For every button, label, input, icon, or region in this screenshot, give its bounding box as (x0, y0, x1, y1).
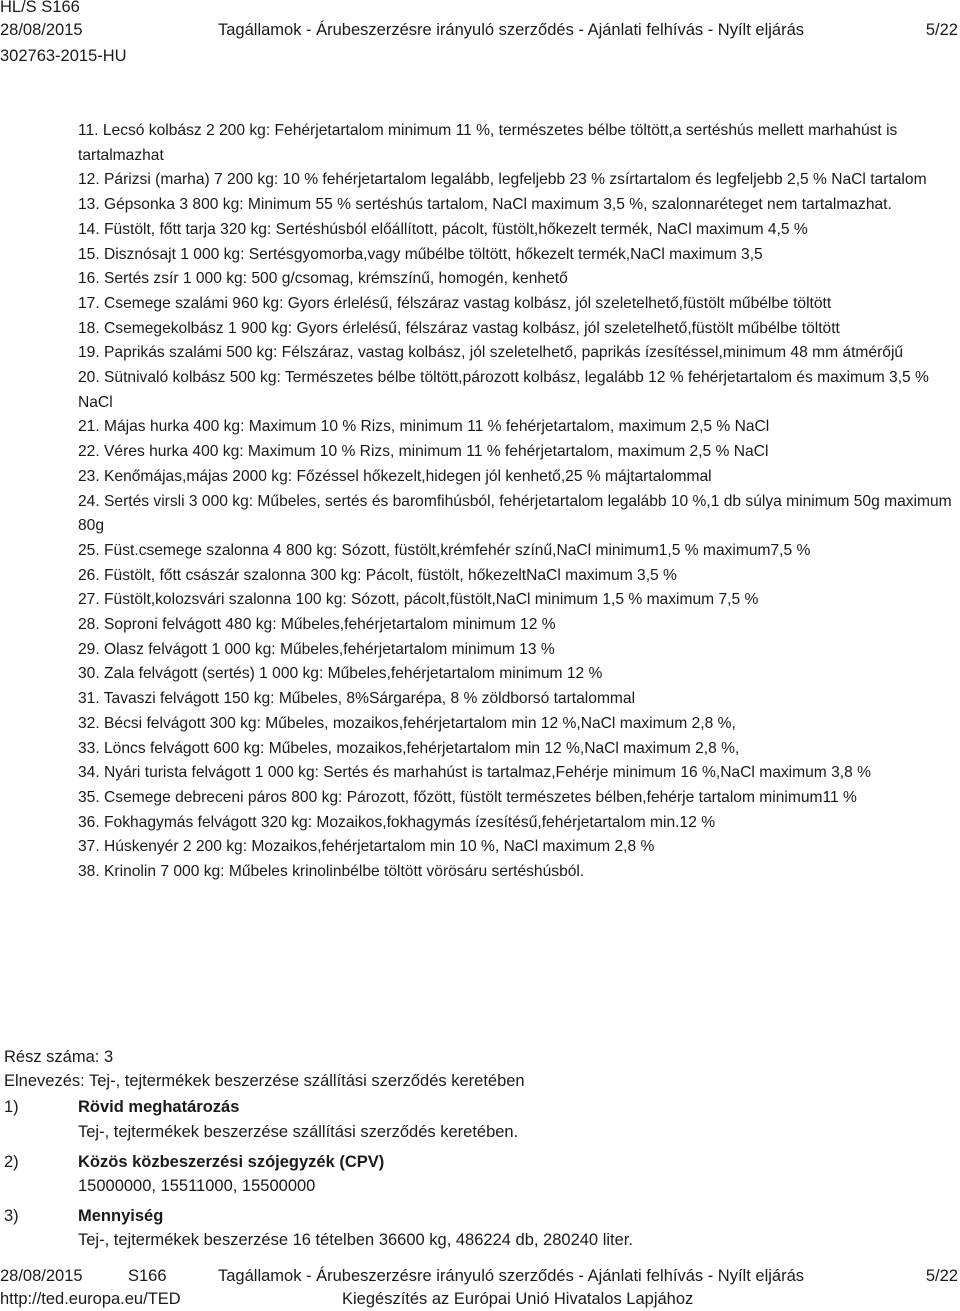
list-item: 28. Soproni felvágott 480 kg: Műbeles,fehérjetartalom minimum 12 % (78, 616, 556, 634)
list-item: 18. Csemegekolbász 1 900 kg: Gyors érlelésű, félszáraz vastag kolbász, jól szeletelhető,füstölt műbélbe töltött (78, 319, 840, 337)
section-title: Mennyiség (78, 1207, 164, 1225)
list-item: 33. Löncs felvágott 600 kg: Műbeles, mozaikos,fehérjetartalom min 12 %,NaCl maximum 2,8 %, (78, 739, 740, 757)
list-item: 30. Zala felvágott (sertés) 1 000 kg: Műbeles,fehérjetartalom minimum 12 % (78, 665, 603, 683)
list-item: 21. Májas hurka 400 kg: Maximum 10 % Rizs, minimum 11 % fehérjetartalom, maximum 2,5 % NaCl (78, 418, 770, 436)
section-number: 3) (4, 1207, 19, 1225)
list-item: 22. Véres hurka 400 kg: Maximum 10 % Rizs, minimum 11 % fehérjetartalom, maximum 2,5 % NaCl (78, 443, 769, 461)
section-body: Tej-, tejtermékek beszerzése 16 tételben 36600 kg, 486224 db, 280240 liter. (78, 1231, 633, 1249)
list-item: 27. Füstölt,kolozsvári szalonna 100 kg: Sózott, pácolt,füstölt,NaCl minimum 1,5 % maximum 7,5 % (78, 591, 759, 609)
section-title: Közös közbeszerzési szójegyzék (CPV) (78, 1153, 385, 1171)
list-item: 15. Disznósajt 1 000 kg: Sertésgyomorba,vagy műbélbe töltött, hőkezelt termék,NaCl maximum 3,5 (78, 245, 763, 263)
list-item: 34. Nyári turista felvágott 1 000 kg: Sertés és marhahúst is tartalmaz,Fehérje minimum 16 %,NaCl maximum 3,8 % (78, 764, 871, 782)
header-date: 28/08/2015 (0, 21, 83, 39)
list-item: 17. Csemege szalámi 960 kg: Gyors érlelésű, félszáraz vastag kolbász, jól szeletelhető,füstölt műbélbe töltött (78, 294, 832, 312)
footer-publisher: Kiegészítés az Európai Unió Hivatalos Lapjához (342, 1290, 694, 1308)
list-item: 13. Gépsonka 3 800 kg: Minimum 55 % sertéshús tartalom, NaCl maximum 3,5 %, szalonnaréteget nem tartalmazhat. (78, 196, 892, 214)
list-item: 32. Bécsi felvágott 300 kg: Műbeles, mozaikos,fehérjetartalom min 12 %,NaCl maximum 2,8 %, (78, 714, 736, 732)
item-list (78, 119, 958, 885)
section-title: Rövid meghatározás (78, 1098, 240, 1116)
list-item: 11. Lecsó kolbász 2 200 kg: Fehérjetartalom minimum 11 %, természetes bélbe töltött,a sertéshús mellett marhahúst is tartalmazhat (78, 122, 898, 164)
list-item: 14. Füstölt, főtt tarja 320 kg: Sertéshúsból előállított, pácolt, füstölt,hőkezelt termék, NaCl maximum 4,5 % (78, 220, 808, 238)
list-item: 26. Füstölt, főtt császár szalonna 300 kg: Pácolt, füstölt, hőkezeltNaCl maximum 3,5 % (78, 566, 677, 584)
list-item: 36. Fokhagymás felvágott 320 kg: Mozaikos,fokhagymás ízesítésű,fehérjetartalom min.12 % (78, 813, 716, 831)
list-item: 23. Kenőmájas,májas 2000 kg: Főzéssel hőkezelt,hidegen jól kenhető,25 % májtartalommal (78, 467, 712, 485)
header-ref: 302763-2015-HU (0, 47, 127, 65)
list-item: 20. Sütnivaló kolbász 500 kg: Természetes bélbe töltött,pározott kolbász, legalább 12 % fehérjetartalom és maximum 3,5 % NaCl (78, 369, 929, 411)
section-body: 15000000, 15511000, 15500000 (78, 1177, 316, 1195)
list-item: 29. Olasz felvágott 1 000 kg: Műbeles,fehérjetartalom minimum 13 % (78, 640, 555, 658)
section-body: Tej-, tejtermékek beszerzése szállítási szerződés keretében. (78, 1123, 519, 1141)
header-page: 5/22 (925, 21, 958, 39)
list-item: 24. Sertés virsli 3 000 kg: Műbeles, sertés és baromfihúsból, fehérjetartalom legalább 10 %,1 db súlya minimum 50g maximum 80g (78, 492, 952, 535)
list-item: 25. Füst.csemege szalonna 4 800 kg: Sózott, füstölt,krémfehér színű,NaCl minimum1,5 % maximum7,5 % (78, 541, 811, 559)
list-item: 16. Sertés zsír 1 000 kg: 500 g/csomag, krémszínű, homogén, kenhető (78, 270, 568, 288)
footer-url[interactable]: http://ted.europa.eu/TED (0, 1290, 181, 1308)
list-item: 35. Csemege debreceni páros 800 kg: Pározott, főzött, füstölt természetes bélben,fehérje tartalom minimum11 % (78, 788, 857, 806)
section-number: 2) (4, 1153, 19, 1171)
list-item: 31. Tavaszi felvágott 150 kg: Műbeles, 8%Sárgarépa, 8 % zöldborsó tartalommal (78, 690, 636, 708)
part-name: Elnevezés: Tej-, tejtermékek beszerzése szállítási szerződés keretében (4, 1072, 525, 1090)
footer-issue: S166 (128, 1267, 167, 1285)
part-number: Rész száma: 3 (4, 1048, 114, 1066)
footer-title: Tagállamok - Árubeszerzésre irányuló szerződés - Ajánlati felhívás - Nyílt eljárás (218, 1267, 804, 1285)
footer-page: 5/22 (925, 1267, 958, 1285)
header-doc-id: HL/S S166 (0, 0, 80, 16)
list-item: 37. Húskenyér 2 200 kg: Mozaikos,fehérjetartalom min 10 %, NaCl maximum 2,8 % (78, 838, 655, 856)
header-title: Tagállamok - Árubeszerzésre irányuló szerződés - Ajánlati felhívás - Nyílt eljárás (218, 21, 804, 39)
list-item: 19. Paprikás szalámi 500 kg: Félszáraz, vastag kolbász, jól szeletelhető, paprikás ízesítéssel,minimum 48 mm átmérőjű (78, 344, 904, 362)
footer-date: 28/08/2015 (0, 1267, 83, 1285)
section-number: 1) (4, 1098, 19, 1116)
list-item: 12. Párizsi (marha) 7 200 kg: 10 % fehérjetartalom legalább, legfeljebb 23 % zsírtartalom és legfeljebb 2,5 % NaCl tartalom (78, 171, 927, 189)
list-item: 38. Krinolin 7 000 kg: Műbeles krinolinbélbe töltött vörösáru sertéshúsból. (78, 863, 585, 881)
